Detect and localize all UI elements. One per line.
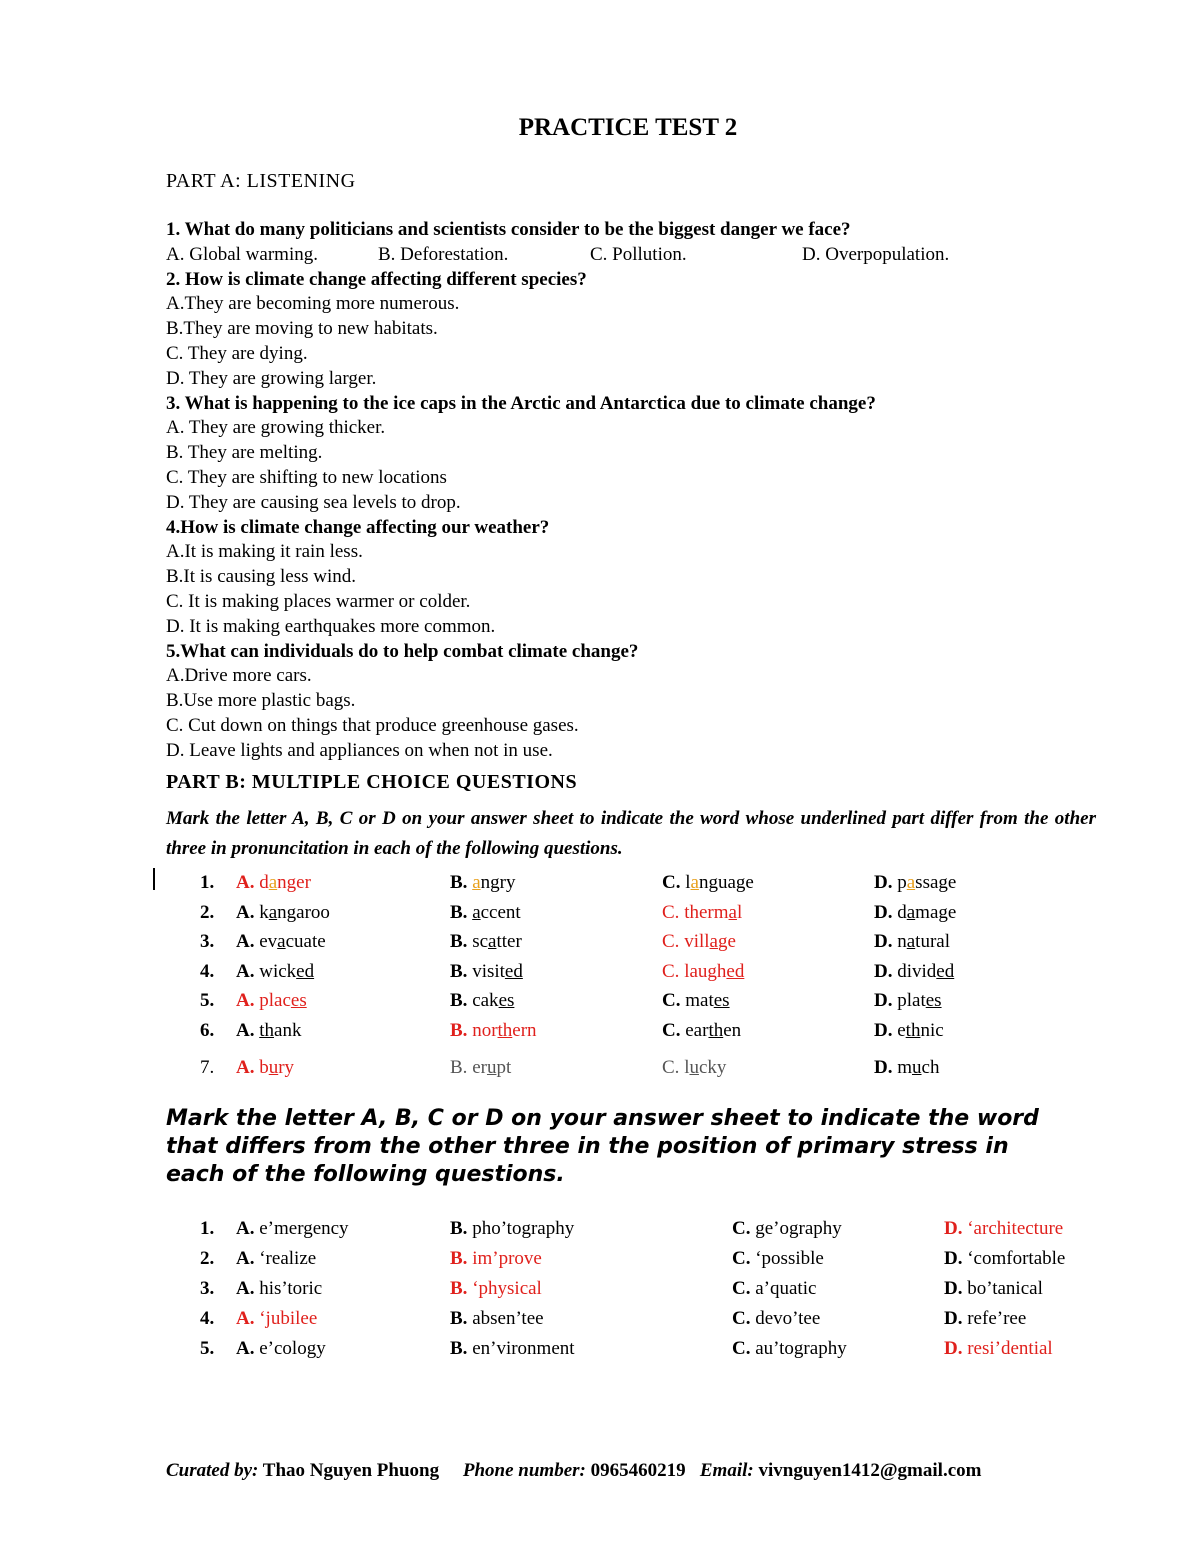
option-d xyxy=(944,1214,1063,1244)
underlined-part: th xyxy=(708,1019,724,1041)
underlined-part: u xyxy=(268,1056,279,1078)
option: B.They are moving to new habitats. xyxy=(166,318,438,340)
question-number: 1. xyxy=(200,872,215,893)
question-number: 3. xyxy=(200,931,215,953)
word-part: vill xyxy=(684,931,710,953)
option-word: ‘jubilee xyxy=(259,1308,318,1329)
option-letter: A. xyxy=(236,960,260,982)
word-part: ssage xyxy=(915,872,957,893)
option-letter: A. xyxy=(236,931,260,953)
question-number: 4. xyxy=(200,1308,215,1329)
option-a xyxy=(236,1053,294,1083)
option-word: e’mergency xyxy=(259,1218,349,1239)
question-text: 4.How is climate change affecting our weather? xyxy=(166,516,550,538)
option-letter: A. xyxy=(236,1308,260,1329)
option-letter: D. xyxy=(944,1338,968,1359)
option-word: absen’tee xyxy=(472,1308,544,1329)
word-part: nic xyxy=(920,1019,944,1041)
part-b-heading: PART B: MULTIPLE CHOICE QUESTIONS xyxy=(166,771,578,793)
word-part: en xyxy=(723,1019,742,1041)
option-d xyxy=(874,1053,939,1083)
option: B.Use more plastic bags. xyxy=(166,690,356,712)
question-number: 5. xyxy=(200,990,215,1012)
word-part: nger xyxy=(277,872,311,893)
option-a xyxy=(236,986,307,1016)
underlined-part: a xyxy=(690,872,699,893)
word-part: cak xyxy=(472,990,499,1012)
option-d xyxy=(874,868,956,898)
word-part: ngaroo xyxy=(277,901,330,923)
email-label: Email: xyxy=(699,1460,754,1481)
word-part: ev xyxy=(259,931,278,953)
option: C. They are shifting to new locations xyxy=(166,466,447,488)
option: C. They are dying. xyxy=(166,342,308,364)
word-part: m xyxy=(897,1056,913,1078)
word-part: divid xyxy=(897,960,937,982)
option-letter: C. xyxy=(662,931,685,953)
page-title: PRACTICE TEST 2 xyxy=(518,114,738,141)
option-letter: B. xyxy=(450,1248,473,1269)
option-letter: A. xyxy=(236,1218,260,1239)
option-letter: A. xyxy=(236,872,260,893)
option-word: ‘physical xyxy=(472,1278,542,1299)
word-part: ank xyxy=(274,1019,302,1041)
option-letter: C. xyxy=(732,1248,756,1269)
option-letter: A. xyxy=(236,1019,260,1041)
option-letter: A. xyxy=(236,1248,260,1269)
underlined-part: a xyxy=(488,931,497,953)
option-letter: C. xyxy=(662,1056,685,1078)
option: D. They are causing sea levels to drop. xyxy=(166,491,461,513)
option-word: refe’ree xyxy=(967,1308,1027,1329)
word-part: l xyxy=(736,901,743,923)
option-word: im’prove xyxy=(472,1248,542,1269)
option-letter: C. xyxy=(662,1019,686,1041)
word-part: ry xyxy=(278,1056,295,1078)
underlined-part: es xyxy=(713,990,730,1012)
option-word: a’quatic xyxy=(755,1278,817,1299)
option-c xyxy=(662,986,730,1016)
underlined-part: ed xyxy=(936,960,955,982)
option-letter: D. xyxy=(874,1019,898,1041)
underlined-part: a xyxy=(472,872,481,893)
word-part: mage xyxy=(915,901,957,923)
option-c xyxy=(732,1244,824,1274)
option-letter: A. xyxy=(236,1278,260,1299)
underlined-part: es xyxy=(498,990,515,1012)
question-number: 1. xyxy=(200,1218,215,1239)
word-part: ch xyxy=(921,1056,940,1078)
word-part: l xyxy=(685,872,691,893)
option-a xyxy=(236,898,330,928)
listening-questions xyxy=(166,218,1126,764)
option-b xyxy=(450,927,522,957)
option-a xyxy=(236,1214,349,1244)
option-letter: A. xyxy=(236,990,260,1012)
option-d xyxy=(874,1016,944,1046)
option-letter: D. xyxy=(874,960,898,982)
option-a xyxy=(236,1244,316,1274)
option-letter: B. xyxy=(450,1278,473,1299)
part-a-heading: PART A: LISTENING xyxy=(166,170,356,192)
option-a xyxy=(236,927,326,957)
word-part: cky xyxy=(698,1056,727,1078)
option-letter: D. xyxy=(944,1218,968,1239)
option-a xyxy=(236,1304,317,1334)
underlined-part: a xyxy=(728,901,737,923)
email-address: vivnguyen1412@gmail.com xyxy=(758,1460,982,1481)
option-letter: C. xyxy=(732,1218,756,1239)
option-word: bo’tanical xyxy=(967,1278,1043,1299)
option-b xyxy=(450,1053,511,1083)
word-part: tural xyxy=(915,931,950,953)
option-letter: C. xyxy=(732,1308,756,1329)
word-part: pt xyxy=(496,1056,512,1078)
option-letter: D. xyxy=(874,872,898,893)
option-d xyxy=(944,1304,1026,1334)
word-part: k xyxy=(259,901,269,923)
option-letter: C. xyxy=(662,990,686,1012)
word-part: l xyxy=(684,1056,690,1078)
option-c xyxy=(732,1334,847,1364)
option-d xyxy=(874,957,954,987)
footer xyxy=(166,1460,981,1482)
underlined-part: u xyxy=(912,1056,922,1078)
question-number: 2. xyxy=(200,901,215,923)
word-part: visit xyxy=(472,960,505,982)
word-part: p xyxy=(897,872,907,893)
option: C. It is making places warmer or colder. xyxy=(166,590,471,612)
option: A. Global warming. xyxy=(166,243,318,265)
option: D. It is making earthquakes more common. xyxy=(166,615,496,637)
option-a xyxy=(236,1334,326,1364)
option-b xyxy=(450,1016,537,1046)
option-word: ‘comfortable xyxy=(967,1248,1066,1269)
option-letter: B. xyxy=(450,1056,473,1078)
curated-label: Curated by: xyxy=(166,1460,259,1481)
option-word: ‘possible xyxy=(755,1248,824,1269)
word-part: ccent xyxy=(480,901,521,923)
option-letter: D. xyxy=(874,931,898,953)
question-number: 7. xyxy=(200,1056,215,1078)
underlined-part: u xyxy=(486,1056,497,1078)
option-letter: B. xyxy=(450,990,473,1012)
option-letter: D. xyxy=(874,990,898,1012)
question-text: 2. How is climate change affecting different species? xyxy=(166,268,587,290)
word-part: ear xyxy=(685,1019,709,1041)
option-word: his’toric xyxy=(259,1278,323,1299)
option-letter: B. xyxy=(450,1019,473,1041)
stress-instruction: Mark the letter A, B, C or D on your answer sheet to indicate the word that differs from the other three in the position of primary stress in each of the following questions. xyxy=(166,1106,1039,1187)
question-number: 3. xyxy=(200,1278,215,1299)
option: B. They are melting. xyxy=(166,442,323,464)
underlined-part: a xyxy=(268,872,278,893)
word-part: ern xyxy=(512,1019,537,1041)
word-part: ge xyxy=(717,931,736,953)
option-letter: B. xyxy=(450,901,473,923)
option-a xyxy=(236,1016,301,1046)
option: C. Pollution. xyxy=(590,243,687,265)
option-c xyxy=(662,927,736,957)
option-letter: B. xyxy=(450,1218,473,1239)
option-letter: D. xyxy=(944,1308,968,1329)
option-c xyxy=(662,1016,741,1046)
underlined-part: a xyxy=(906,931,916,953)
option: C. Cut down on things that produce greenhouse gases. xyxy=(166,714,579,736)
word-part: cuate xyxy=(285,931,326,953)
option-word: ‘architecture xyxy=(967,1218,1064,1239)
underlined-part: th xyxy=(497,1019,513,1041)
option-letter: A. xyxy=(236,1056,260,1078)
underlined-part: a xyxy=(268,901,278,923)
option-word: pho’tography xyxy=(472,1218,575,1239)
option-c xyxy=(732,1274,816,1304)
option-letter: C. xyxy=(732,1278,756,1299)
underlined-part: ed xyxy=(726,960,745,982)
underlined-part: ed xyxy=(296,960,315,982)
option-word: resi’dential xyxy=(967,1338,1053,1359)
option-letter: C. xyxy=(662,901,685,923)
option-word: devo’tee xyxy=(755,1308,821,1329)
underlined-part: u xyxy=(689,1056,699,1078)
option-c xyxy=(662,898,742,928)
underlined-part: a xyxy=(906,901,916,923)
question-text: 5.What can individuals do to help combat climate change? xyxy=(166,640,639,662)
option: D. They are growing larger. xyxy=(166,367,377,389)
option-word: ‘realize xyxy=(259,1248,317,1269)
option: A. They are growing thicker. xyxy=(166,417,386,439)
option-letter: B. xyxy=(450,872,473,893)
option-a xyxy=(236,1274,322,1304)
option-letter: A. xyxy=(236,901,260,923)
option-letter: B. xyxy=(450,960,473,982)
option-d xyxy=(874,986,942,1016)
curated-name: Thao Nguyen Phuong xyxy=(262,1460,440,1481)
word-part: nor xyxy=(472,1019,498,1041)
word-part: b xyxy=(259,1056,269,1078)
option-c xyxy=(662,868,754,898)
option-a xyxy=(236,868,311,898)
question-number: 2. xyxy=(200,1248,215,1269)
question-number: 5. xyxy=(200,1338,215,1359)
option-d xyxy=(944,1334,1053,1364)
underlined-part: es xyxy=(290,990,307,1012)
phone-number: 0965460219 xyxy=(590,1460,686,1481)
option-letter: D. xyxy=(944,1248,968,1269)
word-part: mat xyxy=(685,990,714,1012)
option-b xyxy=(450,898,521,928)
option-b xyxy=(450,868,515,898)
option-c xyxy=(662,957,744,987)
option-d xyxy=(874,898,956,928)
option-b xyxy=(450,1244,542,1274)
underlined-part: a xyxy=(277,931,286,953)
question-text: 1. What do many politicians and scientists consider to be the biggest danger we face? xyxy=(166,219,851,240)
word-part: n xyxy=(897,931,907,953)
word-part: nguage xyxy=(698,872,754,893)
option: D. Overpopulation. xyxy=(802,243,950,265)
word-part: d xyxy=(897,901,907,923)
underlined-part: th xyxy=(259,1019,275,1041)
option-word: e’cology xyxy=(259,1338,326,1359)
phone-label: Phone number: xyxy=(462,1460,586,1481)
option-word: en’vironment xyxy=(472,1338,575,1359)
option-word: au’tography xyxy=(755,1338,847,1359)
pronunciation-instruction: Mark the letter A, B, C or D on your answer sheet to indicate the word whose underlined part differ from the other three in pronuncitation in each of the following questions. xyxy=(166,808,1096,859)
word-part: wick xyxy=(259,960,297,982)
word-part: plat xyxy=(897,990,926,1012)
option: A.Drive more cars. xyxy=(166,665,312,687)
option-b xyxy=(450,986,514,1016)
option: A.It is making it rain less. xyxy=(166,541,363,563)
option-b xyxy=(450,1274,542,1304)
question-number: 4. xyxy=(200,960,215,982)
option-d xyxy=(944,1274,1043,1304)
underlined-part: a xyxy=(906,872,916,893)
underlined-part: th xyxy=(905,1019,921,1041)
option-letter: D. xyxy=(874,1056,898,1078)
option-b xyxy=(450,1334,575,1364)
option-letter: C. xyxy=(732,1338,756,1359)
underlined-part: a xyxy=(472,901,481,923)
word-part: sc xyxy=(472,931,489,953)
question-number: 6. xyxy=(200,1019,215,1041)
word-part: d xyxy=(259,872,269,893)
option-b xyxy=(450,1304,544,1334)
option: D. Leave lights and appliances on when not in use. xyxy=(166,739,553,761)
option-d xyxy=(874,927,950,957)
text-cursor xyxy=(153,868,155,890)
word-part: plac xyxy=(259,990,291,1012)
underlined-part: a xyxy=(709,931,718,953)
option: A.They are becoming more numerous. xyxy=(166,293,460,315)
options-row xyxy=(166,243,1126,268)
option-c xyxy=(732,1214,842,1244)
option-c xyxy=(732,1304,820,1334)
word-part: laugh xyxy=(684,960,727,982)
option-a xyxy=(236,957,314,987)
underlined-part: es xyxy=(925,990,942,1012)
option: B. Deforestation. xyxy=(378,243,509,265)
option-letter: D. xyxy=(944,1278,968,1299)
option-letter: D. xyxy=(874,901,898,923)
option-letter: A. xyxy=(236,1338,260,1359)
option-c xyxy=(662,1053,726,1083)
word-part: tter xyxy=(496,931,522,953)
word-part: ngry xyxy=(480,872,516,893)
word-part: e xyxy=(897,1019,906,1041)
option: B.It is causing less wind. xyxy=(166,566,356,588)
option-b xyxy=(450,957,523,987)
option-word: ge’ography xyxy=(755,1218,842,1239)
option-b xyxy=(450,1214,574,1244)
word-part: er xyxy=(472,1056,487,1078)
option-letter: C. xyxy=(662,872,686,893)
question-text: 3. What is happening to the ice caps in the Arctic and Antarctica due to climate change? xyxy=(166,392,876,414)
underlined-part: ed xyxy=(504,960,523,982)
word-part: therm xyxy=(684,901,729,923)
option-letter: B. xyxy=(450,1338,473,1359)
option-d xyxy=(944,1244,1065,1274)
option-letter: B. xyxy=(450,1308,473,1329)
option-letter: C. xyxy=(662,960,685,982)
option-letter: B. xyxy=(450,931,473,953)
